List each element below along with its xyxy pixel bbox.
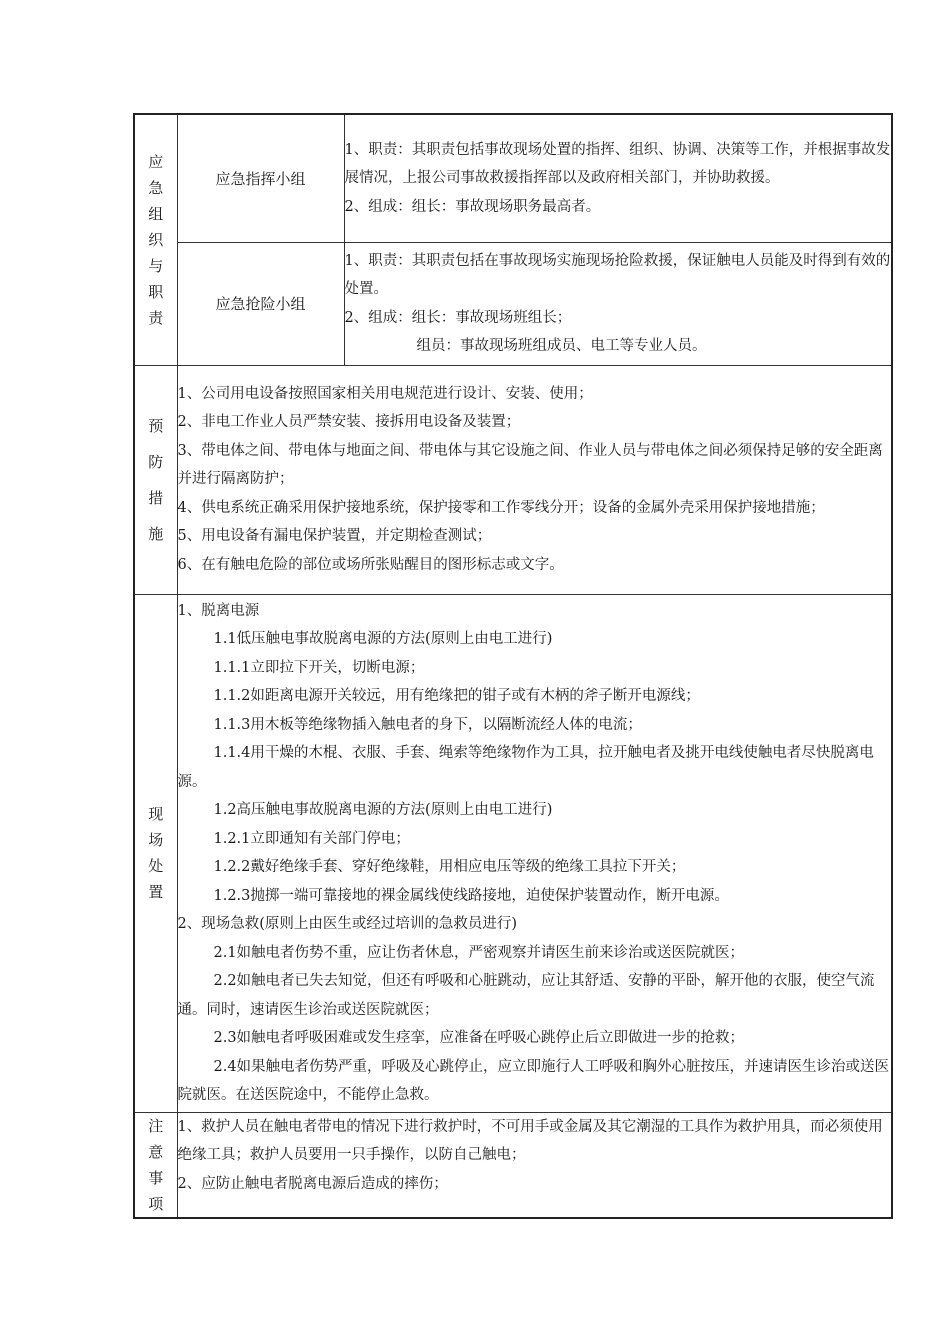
prevention-row <box>134 365 892 594</box>
onsite-row <box>134 594 892 1112</box>
title-char: 施 <box>148 524 164 543</box>
note-line: 1、救护人员在触电者带电的情况下进行救护时，不可用手或金属及其它潮湿的工具作为救护用具，而必须使用绝缘工具；救护人员要用一只手操作，以防自己触电； <box>177 1118 883 1163</box>
title-char: 项 <box>148 1194 164 1213</box>
procedure-line: 1.1.2如距离电源开关较远，用有绝缘把的钳子或有木柄的斧子断开电源线； <box>213 688 700 704</box>
measure-line: 1、公司用电设备按照国家相关用电规范进行设计、安装、使用； <box>177 385 593 402</box>
title-char: 急 <box>148 178 164 197</box>
notes-content <box>177 1112 892 1218</box>
measure-line: 2、非电工作业人员严禁安装、接拆用电设备及装置； <box>177 414 521 431</box>
rescue-group-duties <box>344 242 892 365</box>
onsite-procedures <box>177 594 892 1112</box>
title-char: 应 <box>148 152 164 171</box>
measure-line: 4、供电系统正确采用保护接地系统，保护接零和工作零线分开；设备的金属外壳采用保护接地措施； <box>177 499 825 516</box>
duty-line: 2、组成：组长：事故现场班组长； <box>344 309 572 326</box>
procedure-line: 2、现场急救(原则上由医生或经过培训的急救员进行) <box>177 916 518 932</box>
title-char: 处 <box>148 857 164 875</box>
measure-line: 3、带电体之间、带电体与地面之间、带电体与其它设施之间、作业人员与带电体之间必须保持足够的安全距离并进行隔离防护； <box>177 442 883 488</box>
onsite-section-title <box>134 594 177 1112</box>
procedure-line: 1.1.3用木板等绝缘物插入触电者的身下，以隔断流经人体的电流； <box>213 716 642 733</box>
title-char: 注 <box>148 1116 164 1135</box>
measure-line: 5、用电设备有漏电保护装置，并定期检查测试； <box>177 528 492 545</box>
duty-line: 1、职责：其职责包括在事故现场实施现场抢险救援，保证触电人员能及时得到有效的处置。 <box>344 252 891 297</box>
member-line: 组员：事故现场班组成员、电工等专业人员。 <box>416 338 707 354</box>
procedure-line: 2.1如触电者伤势不重，应让伤者休息，严密观察并请医生前来诊治或送医院就医； <box>213 944 745 961</box>
title-char: 职 <box>148 282 164 301</box>
procedure-line: 1.1.1立即拉下开关，切断电源； <box>213 659 425 676</box>
notes-row <box>134 1112 892 1218</box>
title-char: 意 <box>148 1142 164 1161</box>
title-char: 置 <box>148 883 164 901</box>
title-char: 组 <box>148 204 164 223</box>
title-char: 场 <box>148 831 164 849</box>
org-row-command <box>134 114 892 242</box>
emergency-plan-sheet <box>133 113 891 1219</box>
procedure-line: 1.2.3抛掷一端可靠接地的裸金属线使线路接地，迫使保护装置动作，断开电源。 <box>213 887 729 904</box>
prevention-section-title <box>134 365 177 594</box>
duty-line: 1、职责：其职责包括事故现场处置的指挥、组织、协调、决策等工作，并根据事故发展情况，上报公司事故救援指挥部以及政府相关部门，并协助救援。 <box>344 141 891 186</box>
procedure-line: 1.2.1立即通知有关部门停电； <box>213 830 410 847</box>
title-char: 防 <box>148 452 164 471</box>
emergency-plan-table <box>133 113 893 1219</box>
procedure-line: 1、脱离电源 <box>177 602 260 619</box>
org-section-title <box>134 114 177 365</box>
procedure-line: 2.4如果触电者伤势严重，呼吸及心跳停止，应立即施行人工呼吸和胸外心脏按压，并速请医生诊治或送医院就医。在送医院途中，不能停止急救。 <box>177 1058 890 1103</box>
note-line: 2、应防止触电者脱离电源后造成的摔伤； <box>177 1175 448 1192</box>
notes-section-title <box>134 1112 177 1218</box>
measure-line: 6、在有触电危险的部位或场所张贴醒目的图形标志或文字。 <box>177 556 564 573</box>
title-char: 事 <box>148 1168 164 1187</box>
title-char: 织 <box>148 230 164 249</box>
org-row-rescue <box>134 242 892 365</box>
command-group-name: 应急指挥小组 <box>177 114 344 242</box>
procedure-line: 1.2.2戴好绝缘手套、穿好绝缘鞋，用相应电压等级的绝缘工具拉下开关； <box>213 859 686 875</box>
title-char: 与 <box>148 256 164 275</box>
procedure-line: 2.3如触电者呼吸困难或发生痉挛，应准备在呼吸心跳停止后立即做进一步的抢救； <box>213 1030 745 1046</box>
rescue-group-name: 应急抢险小组 <box>177 242 344 365</box>
prevention-measures <box>177 365 892 594</box>
procedure-line: 2.2如触电者已失去知觉，但还有呼吸和心脏跳动，应让其舒适、安静的平卧，解开他的衣服，使空气流通。同时，速请医生诊治或送医院就医； <box>177 973 875 1018</box>
procedure-line: 1.1低压触电事故脱离电源的方法(原则上由电工进行) <box>213 631 553 647</box>
title-char: 责 <box>148 308 164 327</box>
title-char: 措 <box>148 488 164 507</box>
command-group-duties <box>344 114 892 242</box>
procedure-line: 1.2高压触电事故脱离电源的方法(原则上由电工进行) <box>213 802 553 818</box>
title-char: 现 <box>148 805 164 823</box>
duty-line: 2、组成：组长：事故现场职务最高者。 <box>344 198 601 215</box>
title-char: 预 <box>148 416 164 435</box>
procedure-line: 1.1.4用干燥的木棍、衣服、手套、绳索等绝缘物作为工具，拉开触电者及挑开电线使触电者尽快脱离电源。 <box>177 745 874 790</box>
